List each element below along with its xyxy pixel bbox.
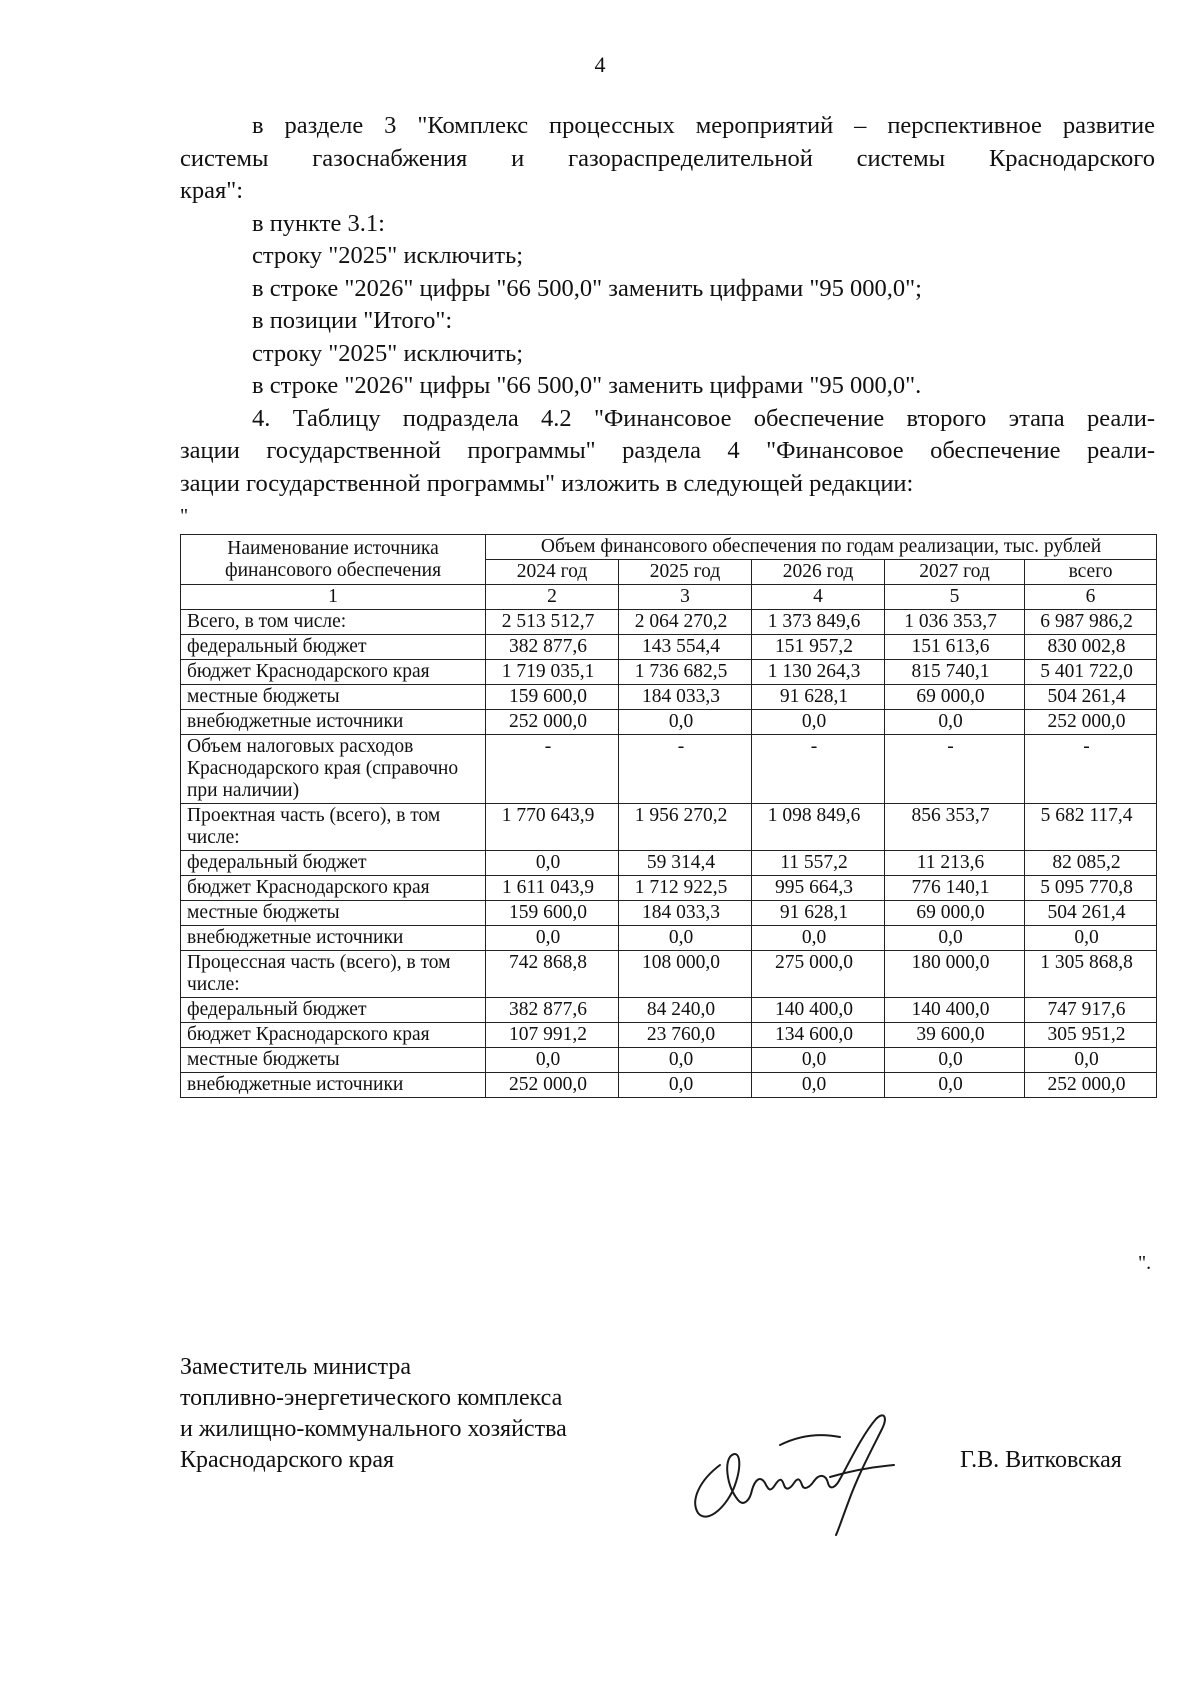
row-label: бюджет Краснодарского края	[181, 1023, 486, 1048]
value-cell: 305 951,2	[1025, 1023, 1157, 1048]
paragraph-line: зации государственной программы" изложить в следующей редакции:	[180, 469, 914, 497]
value-cell: 815 740,1	[885, 660, 1025, 685]
column-number: 5	[885, 585, 1025, 610]
value-cell: 504 261,4	[1025, 685, 1157, 710]
value-cell: 0,0	[885, 1048, 1025, 1073]
value-cell: 0,0	[885, 926, 1025, 951]
row-label: внебюджетные источники	[181, 1073, 486, 1098]
paragraph-line: зации государственной программы" раздела 4 "Финансовое обеспечение реали-	[180, 437, 1155, 464]
value-cell: 0,0	[619, 710, 752, 735]
table-row	[181, 951, 1157, 998]
paragraph-line: системы газоснабжения и газораспределительной системы Краснодарского	[180, 144, 1155, 172]
value-cell: 252 000,0	[486, 710, 619, 735]
paragraph-line: 4. Таблицу подраздела 4.2 "Финансовое обеспечение второго этапа реали-	[252, 404, 1155, 432]
value-cell: 0,0	[619, 1073, 752, 1098]
paragraph: строку "2025" исключить;	[252, 339, 524, 367]
signer-title-line: Краснодарского края	[180, 1447, 395, 1473]
value-cell: 1 130 264,3	[752, 660, 885, 685]
value-cell: 776 140,1	[885, 876, 1025, 901]
handwritten-signature	[680, 1405, 920, 1540]
value-cell: 180 000,0	[885, 951, 1025, 998]
year-header: 2024 год	[486, 560, 619, 585]
column-number: 6	[1025, 585, 1157, 610]
header-source: Наименование источника финансового обеспечения	[181, 535, 486, 585]
value-cell: 1 712 922,5	[619, 876, 752, 901]
column-number: 1	[181, 585, 486, 610]
value-cell: 107 991,2	[486, 1023, 619, 1048]
value-cell: 742 868,8	[486, 951, 619, 998]
value-cell: 747 917,6	[1025, 998, 1157, 1023]
row-label: федеральный бюджет	[181, 851, 486, 876]
value-cell: 140 400,0	[885, 998, 1025, 1023]
column-number: 2	[486, 585, 619, 610]
value-cell: 0,0	[486, 926, 619, 951]
table-row	[181, 710, 1157, 735]
value-cell: 0,0	[486, 851, 619, 876]
value-cell: 252 000,0	[1025, 1073, 1157, 1098]
value-cell: 830 002,8	[1025, 635, 1157, 660]
opening-quote: "	[180, 505, 189, 527]
value-cell: 134 600,0	[752, 1023, 885, 1048]
signer-name: Г.В. Витковская	[960, 1447, 1122, 1473]
value-cell: 23 760,0	[619, 1023, 752, 1048]
row-label: внебюджетные источники	[181, 710, 486, 735]
value-cell: 504 261,4	[1025, 901, 1157, 926]
value-cell: -	[885, 735, 1025, 804]
paragraph-line: края":	[180, 177, 244, 204]
value-cell: 11 557,2	[752, 851, 885, 876]
table-row	[181, 1073, 1157, 1098]
row-label: федеральный бюджет	[181, 998, 486, 1023]
value-cell: 1 770 643,9	[486, 804, 619, 851]
table-row	[181, 660, 1157, 685]
value-cell: 5 095 770,8	[1025, 876, 1157, 901]
value-cell: 1 956 270,2	[619, 804, 752, 851]
year-header: 2027 год	[885, 560, 1025, 585]
paragraph: в пункте 3.1:	[252, 209, 385, 237]
value-cell: 5 682 117,4	[1025, 804, 1157, 851]
value-cell: 1 611 043,9	[486, 876, 619, 901]
value-cell: 143 554,4	[619, 635, 752, 660]
value-cell: 151 613,6	[885, 635, 1025, 660]
value-cell: 2 513 512,7	[486, 610, 619, 635]
value-cell: 184 033,3	[619, 685, 752, 710]
value-cell: 69 000,0	[885, 685, 1025, 710]
value-cell: -	[1025, 735, 1157, 804]
table-row	[181, 804, 1157, 851]
signer-title-line: топливно-энергетического комплекса	[180, 1385, 563, 1411]
table-row	[181, 610, 1157, 635]
value-cell: 91 628,1	[752, 685, 885, 710]
value-cell: 1 098 849,6	[752, 804, 885, 851]
table-row	[181, 735, 1157, 804]
row-label: местные бюджеты	[181, 1048, 486, 1073]
paragraph-line: в разделе 3 "Комплекс процессных мероприятий – перспективное развитие	[252, 112, 1155, 139]
paragraph: строку "2025" исключить;	[252, 242, 524, 269]
value-cell: 69 000,0	[885, 901, 1025, 926]
table-row	[181, 1023, 1157, 1048]
value-cell: 39 600,0	[885, 1023, 1025, 1048]
value-cell: 108 000,0	[619, 951, 752, 998]
value-cell: 252 000,0	[486, 1073, 619, 1098]
value-cell: 0,0	[885, 710, 1025, 735]
row-label: Проектная часть (всего), в том числе:	[181, 804, 486, 851]
value-cell: -	[619, 735, 752, 804]
value-cell: 1 373 849,6	[752, 610, 885, 635]
row-label: внебюджетные источники	[181, 926, 486, 951]
value-cell: 0,0	[486, 1048, 619, 1073]
closing-quote: ".	[1138, 1252, 1152, 1274]
paragraph: в строке "2026" цифры "66 500,0" заменить цифрами "95 000,0";	[252, 274, 922, 302]
table-row	[181, 635, 1157, 660]
value-cell: 11 213,6	[885, 851, 1025, 876]
value-cell: 0,0	[1025, 1048, 1157, 1073]
value-cell: 2 064 270,2	[619, 610, 752, 635]
value-cell: 159 600,0	[486, 685, 619, 710]
value-cell: -	[752, 735, 885, 804]
value-cell: 0,0	[752, 710, 885, 735]
value-cell: 0,0	[619, 1048, 752, 1073]
value-cell: 1 719 035,1	[486, 660, 619, 685]
column-number: 3	[619, 585, 752, 610]
row-label: Всего, в том числе:	[181, 610, 486, 635]
paragraph: в позиции "Итого":	[252, 307, 453, 334]
value-cell: -	[486, 735, 619, 804]
value-cell: 856 353,7	[885, 804, 1025, 851]
document-body	[180, 110, 1155, 500]
value-cell: 0,0	[885, 1073, 1025, 1098]
row-label: бюджет Краснодарского края	[181, 660, 486, 685]
value-cell: 0,0	[752, 1048, 885, 1073]
row-label: федеральный бюджет	[181, 635, 486, 660]
value-cell: 1 305 868,8	[1025, 951, 1157, 998]
value-cell: 6 987 986,2	[1025, 610, 1157, 635]
signer-title	[180, 1352, 567, 1476]
header-volume: Объем финансового обеспечения по годам реализации, тыс. рублей	[486, 535, 1157, 560]
value-cell: 91 628,1	[752, 901, 885, 926]
value-cell: 82 085,2	[1025, 851, 1157, 876]
value-cell: 0,0	[752, 926, 885, 951]
table-row	[181, 1048, 1157, 1073]
value-cell: 59 314,4	[619, 851, 752, 876]
year-header: всего	[1025, 560, 1157, 585]
value-cell: 84 240,0	[619, 998, 752, 1023]
row-label: Процессная часть (всего), в том числе:	[181, 951, 486, 998]
value-cell: 275 000,0	[752, 951, 885, 998]
table-row	[181, 876, 1157, 901]
value-cell: 151 957,2	[752, 635, 885, 660]
year-header: 2026 год	[752, 560, 885, 585]
value-cell: 0,0	[1025, 926, 1157, 951]
value-cell: 1 736 682,5	[619, 660, 752, 685]
signer-title-line: Заместитель министра	[180, 1354, 411, 1380]
value-cell: 382 877,6	[486, 998, 619, 1023]
table-row	[181, 851, 1157, 876]
signer-title-line: и жилищно-коммунального хозяйства	[180, 1416, 567, 1442]
value-cell: 184 033,3	[619, 901, 752, 926]
value-cell: 5 401 722,0	[1025, 660, 1157, 685]
value-cell: 382 877,6	[486, 635, 619, 660]
year-header: 2025 год	[619, 560, 752, 585]
value-cell: 159 600,0	[486, 901, 619, 926]
page-number: 4	[594, 52, 606, 77]
row-label: бюджет Краснодарского края	[181, 876, 486, 901]
table-row	[181, 998, 1157, 1023]
value-cell: 1 036 353,7	[885, 610, 1025, 635]
row-label: местные бюджеты	[181, 901, 486, 926]
table-row	[181, 926, 1157, 951]
value-cell: 252 000,0	[1025, 710, 1157, 735]
table-row	[181, 685, 1157, 710]
value-cell: 995 664,3	[752, 876, 885, 901]
financing-table	[180, 534, 1157, 1098]
row-label: Объем налоговых расходов Краснодарского края (справочно при наличии)	[181, 735, 486, 804]
paragraph: в строке "2026" цифры "66 500,0" заменить цифрами "95 000,0".	[252, 372, 922, 399]
row-label: местные бюджеты	[181, 685, 486, 710]
table-row	[181, 901, 1157, 926]
column-number: 4	[752, 585, 885, 610]
value-cell: 0,0	[619, 926, 752, 951]
value-cell: 0,0	[752, 1073, 885, 1098]
value-cell: 140 400,0	[752, 998, 885, 1023]
